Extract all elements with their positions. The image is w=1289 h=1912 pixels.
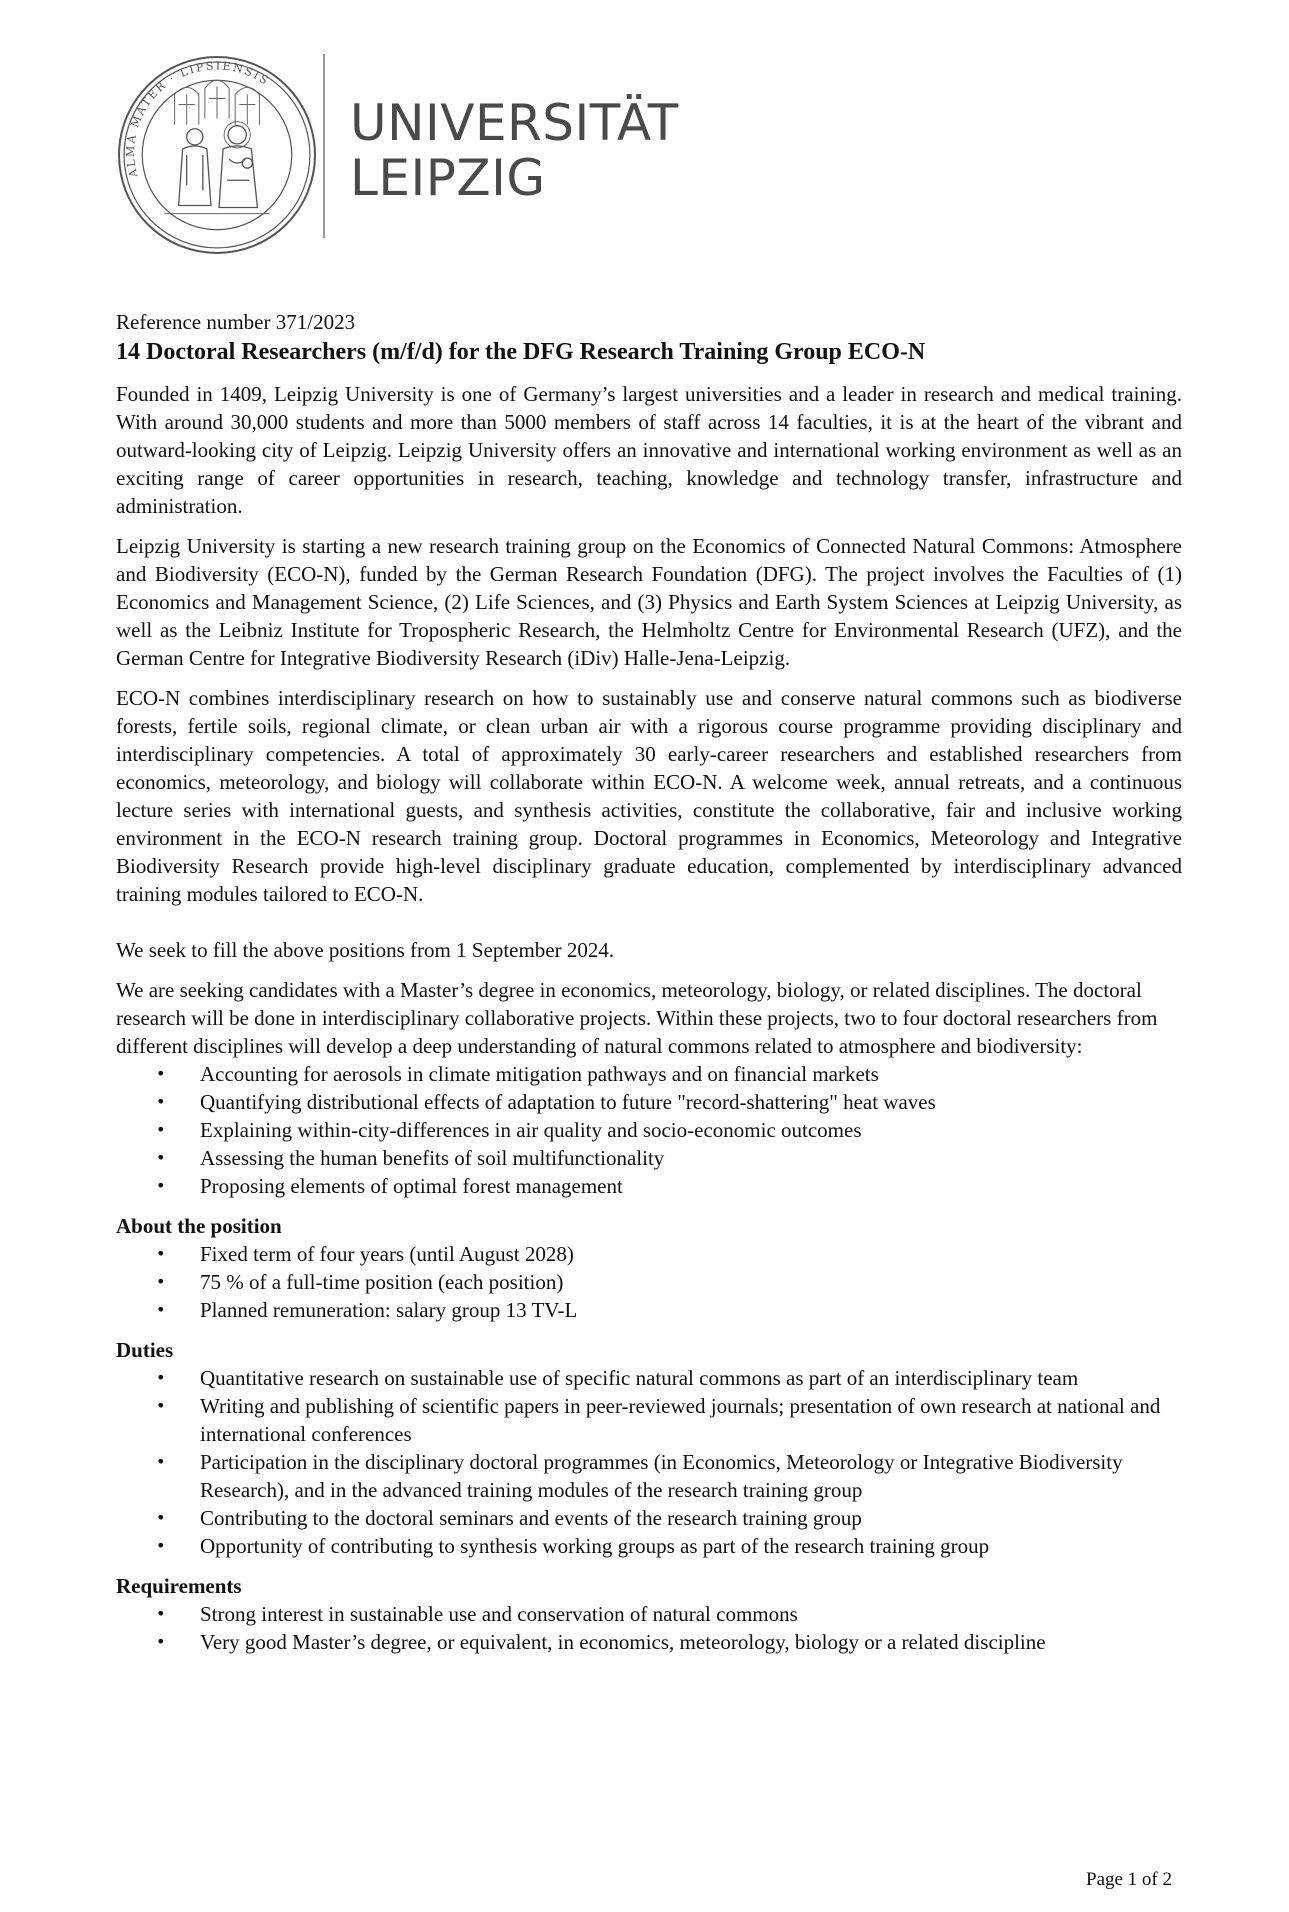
list-item-text: Very good Master’s degree, or equivalent, in economics, meteorology, biology or a related discipline xyxy=(200,1630,1046,1654)
university-seal-logo xyxy=(116,54,318,256)
list-item-text: Opportunity of contributing to synthesis working groups as part of the research training group xyxy=(200,1534,990,1558)
bullet-icon: • xyxy=(156,1368,166,1387)
list-item xyxy=(116,1532,1182,1560)
page-number: Page 1 of 2 xyxy=(1086,1869,1173,1890)
list-item xyxy=(116,1448,1182,1504)
research-topics-list xyxy=(116,1060,1182,1200)
bullet-icon: • xyxy=(156,1300,166,1319)
about-position-list xyxy=(116,1240,1182,1324)
bullet-icon: • xyxy=(156,1508,166,1527)
bullet-icon: • xyxy=(156,1244,166,1263)
bullet-icon: • xyxy=(156,1272,166,1291)
list-item xyxy=(116,1504,1182,1532)
reference-number: Reference number 371/2023 xyxy=(116,310,356,334)
project-paragraph: Leipzig University is starting a new research training group on the Economics of Connected Natural Commons: Atmosphere and Biodiversity (ECO-N), funded by the German Research Foundation (DFG). The project involves the Faculties of (1) Economics and Management Science, (2) Life Sciences, and (3) Physics and Earth System Sciences at Leipzig University, as well as the Leibniz Institute for Tropospheric Research, the Helmholtz Centre for Environmental Research (UFZ), and the German Centre for Integrative Biodiversity Research (iDiv) Halle-Jena-Leipzig. xyxy=(116,534,1182,670)
wordmark-line-1: UNIVERSITÄT xyxy=(350,94,679,152)
bullet-icon: • xyxy=(156,1148,166,1167)
list-item xyxy=(116,1296,1182,1324)
bullet-icon: • xyxy=(156,1176,166,1195)
list-item xyxy=(116,1600,1182,1628)
list-item-text: Quantifying distributional effects of adaptation to future "record-shattering" heat waves xyxy=(200,1090,936,1114)
requirements-list xyxy=(116,1600,1182,1656)
wordmark-line-2: LEIPZIG xyxy=(350,149,546,207)
bullet-icon: • xyxy=(156,1092,166,1111)
bullet-icon: • xyxy=(156,1120,166,1139)
list-item-text: Quantitative research on sustainable use of specific natural commons as part of an interdisciplinary team xyxy=(200,1366,1079,1390)
logo-divider xyxy=(323,54,325,238)
list-item-text: Proposing elements of optimal forest management xyxy=(200,1174,623,1198)
list-item xyxy=(116,1240,1182,1268)
list-item xyxy=(116,1392,1182,1448)
list-item xyxy=(116,1364,1182,1392)
list-item-text: Assessing the human benefits of soil multifunctionality xyxy=(200,1146,665,1170)
list-item xyxy=(116,1088,1182,1116)
university-wordmark xyxy=(350,96,679,206)
section-heading-requirements: Requirements xyxy=(116,1574,242,1598)
bullet-icon: • xyxy=(156,1632,166,1651)
job-posting xyxy=(116,308,1182,1668)
list-item xyxy=(116,1060,1182,1088)
bullet-icon: • xyxy=(156,1604,166,1623)
start-date-paragraph: We seek to fill the above positions from 1 September 2024. xyxy=(116,938,615,962)
svg-text:ALMA MATER · LIPSIENSIS: ALMA MATER · LIPSIENSIS xyxy=(124,59,272,179)
list-item-text: Strong interest in sustainable use and conservation of natural commons xyxy=(200,1602,798,1626)
duties-list xyxy=(116,1364,1182,1560)
programme-paragraph: ECO-N combines interdisciplinary research on how to sustainably use and conserve natural commons such as biodiverse forests, fertile soils, regional climate, or clean urban air with a rigorous course programme providing disciplinary and interdisciplinary competencies. A total of approximately 30 early-career researchers and established researchers from economics, meteorology, and biology will collaborate within ECO-N. A welcome week, annual retreats, and a continuous lecture series with international guests, and synthesis activities, constitute the collaborative, fair and inclusive working environment in the ECO-N research training group. Doctoral programmes in Economics, Meteorology and Integrative Biodiversity Research provide high-level disciplinary graduate education, complemented by interdisciplinary advanced training modules tailored to ECO-N. xyxy=(116,686,1182,906)
list-item xyxy=(116,1268,1182,1296)
list-item xyxy=(116,1628,1182,1656)
list-item xyxy=(116,1172,1182,1200)
candidates-paragraph: We are seeking candidates with a Master’s degree in economics, meteorology, biology, or related disciplines. The doctoral research will be done in interdisciplinary collaborative projects. Within these projects, two to four doctoral researchers from different disciplines will develop a deep understanding of natural commons related to atmosphere and biodiversity: xyxy=(116,978,1158,1058)
bullet-icon: • xyxy=(156,1396,166,1415)
list-item-text: Planned remuneration: salary group 13 TV-L xyxy=(200,1298,578,1322)
list-item-text: Fixed term of four years (until August 2028) xyxy=(200,1242,574,1266)
page-title: 14 Doctoral Researchers (m/f/d) for the DFG Research Training Group ECO-N xyxy=(116,339,926,365)
list-item-text: Participation in the disciplinary doctoral programmes (in Economics, Meteorology or Integrative Biodiversity Research), and in the advanced training modules of the research training group xyxy=(200,1450,1123,1502)
intro-paragraph: Founded in 1409, Leipzig University is one of Germany’s largest universities and a leader in research and medical training. With around 30,000 students and more than 5000 members of staff across 14 faculties, it is at the heart of the vibrant and outward-looking city of Leipzig. Leipzig University offers an innovative and international working environment as well as an exciting range of career opportunities in research, teaching, knowledge and technology transfer, infrastructure and administration. xyxy=(116,382,1182,518)
list-item xyxy=(116,1144,1182,1172)
list-item-text: 75 % of a full-time position (each position) xyxy=(200,1270,564,1294)
list-item-text: Accounting for aerosols in climate mitigation pathways and on financial markets xyxy=(200,1062,879,1086)
list-item-text: Explaining within-city-differences in air quality and socio-economic outcomes xyxy=(200,1118,862,1142)
section-heading-duties: Duties xyxy=(116,1338,174,1362)
section-heading-about: About the position xyxy=(116,1214,282,1238)
bullet-icon: • xyxy=(156,1452,166,1471)
list-item-text: Writing and publishing of scientific papers in peer-reviewed journals; presentation of own research at national and international conferences xyxy=(200,1394,1161,1446)
bullet-icon: • xyxy=(156,1064,166,1083)
list-item-text: Contributing to the doctoral seminars and events of the research training group xyxy=(200,1506,862,1530)
bullet-icon: • xyxy=(156,1536,166,1555)
list-item xyxy=(116,1116,1182,1144)
